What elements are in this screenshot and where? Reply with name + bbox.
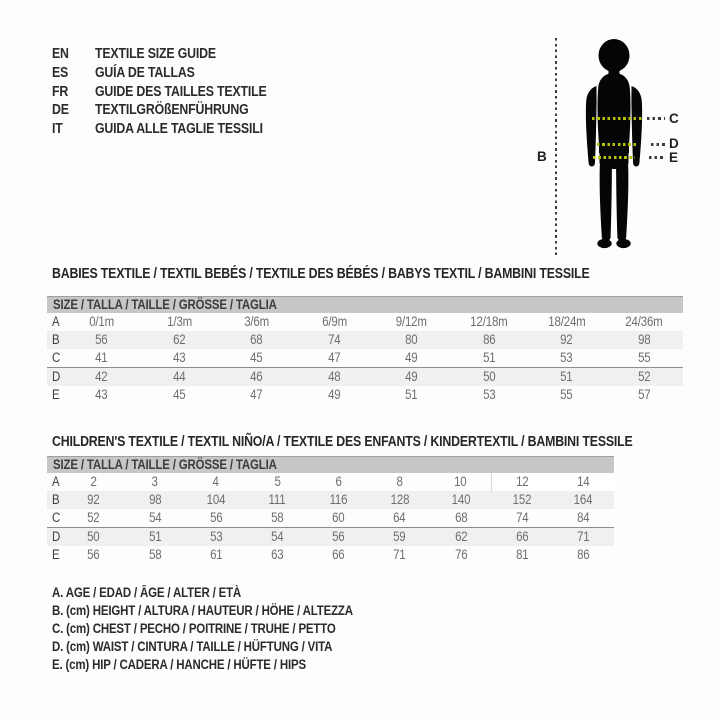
legend-line-waist: D. (cm) WAIST / CINTURA / TAILLE / HÜFTUNG / VITA <box>52 639 333 654</box>
value-cell: 44 <box>141 368 219 387</box>
value-cell: 45 <box>250 350 263 365</box>
value-cell: 42 <box>63 368 141 387</box>
language-title: TEXTILGRÖßENFÜHRUNG <box>95 102 249 119</box>
language-code: EN <box>52 46 69 62</box>
value-cell: 81 <box>515 547 529 562</box>
value-cell: 98 <box>148 492 162 507</box>
value-cell: 47 <box>328 350 341 365</box>
value-cell: 10 <box>454 474 467 489</box>
row-label-cell: A <box>52 474 60 489</box>
value-cell: 49 <box>405 350 418 365</box>
value-cell: 53 <box>483 387 496 402</box>
value-cell: 47 <box>250 387 263 402</box>
value-cell: 68 <box>250 332 263 347</box>
language-row-it <box>52 120 297 139</box>
value-cell: 64 <box>393 510 406 525</box>
value-cell: 71 <box>393 547 406 562</box>
value-cell: 68 <box>454 510 468 525</box>
value-cell: 59 <box>369 528 430 547</box>
value-cell: 104 <box>206 492 226 507</box>
height-measure-dashed-line <box>555 38 557 258</box>
value-cell: 58 <box>148 547 162 562</box>
measure-label-e: E <box>669 150 679 165</box>
value-cell: 55 <box>560 387 573 402</box>
language-row-fr <box>52 83 297 102</box>
value-cell: 84 <box>577 510 590 525</box>
value-cell: 56 <box>95 332 108 347</box>
value-cell: 164 <box>574 492 593 507</box>
language-code: IT <box>52 121 63 138</box>
value-cell: 24/36m <box>625 314 663 329</box>
table-row-c <box>47 349 683 368</box>
legend-line-chest: C. (cm) CHEST / PECHO / POITRINE / TRUHE / PETTO <box>52 621 336 636</box>
value-cell: 56 <box>209 510 223 525</box>
children-size-table <box>47 456 614 564</box>
value-cell: 140 <box>451 492 471 507</box>
language-title: TEXTILE SIZE GUIDE <box>95 46 216 62</box>
children-table <box>47 473 614 564</box>
value-cell: 52 <box>87 510 100 525</box>
value-cell: 55 <box>638 350 651 365</box>
value-cell: 3/6m <box>244 314 270 329</box>
value-cell: 49 <box>328 387 341 402</box>
value-cell: 57 <box>638 387 651 402</box>
measure-label-d: D <box>669 136 679 151</box>
value-cell: 8 <box>396 474 403 489</box>
hip-measure-leader-line <box>649 156 666 159</box>
row-label-cell: B <box>52 332 60 347</box>
value-cell: 6 <box>335 474 342 489</box>
value-cell: 80 <box>405 332 418 347</box>
value-cell: 48 <box>296 368 374 387</box>
legend-line-height: B. (cm) HEIGHT / ALTURA / HAUTEUR / HÖHE / ALTEZZA <box>52 603 353 618</box>
waist-measure-leader-line <box>651 143 666 146</box>
language-title: GUIDE DES TAILLES TEXTILE <box>95 83 267 100</box>
value-cell: 60 <box>332 510 345 525</box>
value-cell: 66 <box>492 528 553 547</box>
value-cell: 5 <box>274 474 281 489</box>
row-label-cell: C <box>52 510 61 525</box>
value-cell: 128 <box>390 492 410 507</box>
value-cell: 14 <box>553 473 614 491</box>
children-table-header-bar: SIZE / TALLA / TAILLE / GRÖSSE / TAGLIA <box>47 456 614 473</box>
measure-label-c: C <box>669 111 679 126</box>
value-cell: 52 <box>606 368 684 387</box>
table-row-c <box>47 509 614 528</box>
value-cell: 71 <box>553 528 614 547</box>
table-row-e <box>47 386 683 404</box>
waist-measure-accent-line <box>597 143 637 146</box>
value-cell: 76 <box>454 547 468 562</box>
language-row-es <box>52 64 297 83</box>
value-cell: 41 <box>95 350 108 365</box>
value-cell: 98 <box>638 332 651 347</box>
hip-measure-accent-line <box>593 156 635 159</box>
value-cell: 0/1m <box>89 314 115 329</box>
language-row-en <box>52 45 297 64</box>
babies-table <box>47 313 683 404</box>
value-cell: 3 <box>151 474 158 489</box>
value-cell: 18/24m <box>548 314 586 329</box>
language-row-de <box>52 101 297 120</box>
language-list <box>52 45 297 139</box>
value-cell: 12 <box>492 473 553 491</box>
value-cell: 12/18m <box>470 314 508 329</box>
row-label-cell: D <box>47 368 63 387</box>
value-cell: 62 <box>430 528 491 547</box>
chest-measure-leader-line <box>647 117 665 120</box>
value-cell: 92 <box>87 492 100 507</box>
value-cell: 45 <box>173 387 186 402</box>
value-cell: 43 <box>95 387 108 402</box>
row-label-cell: A <box>52 314 60 329</box>
value-cell: 50 <box>451 368 529 387</box>
measurement-legend <box>52 584 406 674</box>
value-cell: 58 <box>271 510 284 525</box>
value-cell: 86 <box>483 332 496 347</box>
table-row-d <box>47 528 614 547</box>
value-cell: 152 <box>512 492 532 507</box>
row-label-cell: D <box>47 528 63 547</box>
value-cell: 54 <box>247 528 308 547</box>
babies-table-header-bar: SIZE / TALLA / TAILLE / GRÖSSE / TAGLIA <box>47 296 683 313</box>
value-cell: 54 <box>148 510 162 525</box>
value-cell: 51 <box>405 387 418 402</box>
value-cell: 63 <box>271 547 284 562</box>
language-title: GUÍA DE TALLAS <box>95 64 195 81</box>
value-cell: 116 <box>329 492 348 507</box>
legend-line-hip: E. (cm) HIP / CADERA / HANCHE / HÜFTE / HIPS <box>52 657 306 672</box>
table-row-a <box>47 473 614 491</box>
language-code: FR <box>52 83 69 100</box>
children-section-title: CHILDREN'S TEXTILE / TEXTIL NIÑO/A / TEXTILE DES ENFANTS / KINDERTEXTIL / BAMBINI TESSILE <box>52 434 633 450</box>
value-cell: 61 <box>209 547 223 562</box>
value-cell: 46 <box>218 368 296 387</box>
row-label-cell: E <box>52 547 60 562</box>
measure-label-b: B <box>537 149 547 164</box>
value-cell: 49 <box>373 368 451 387</box>
value-cell: 51 <box>124 528 185 547</box>
chest-measure-accent-line <box>592 117 642 120</box>
legend-line-age: A. AGE / EDAD / ÂGE / ALTER / ETÀ <box>52 585 242 600</box>
table-row-a <box>47 313 683 331</box>
value-cell: 1/3m <box>166 314 192 329</box>
row-label-cell: E <box>52 387 60 402</box>
value-cell: 9/12m <box>396 314 428 329</box>
value-cell: 74 <box>328 332 341 347</box>
value-cell: 51 <box>483 350 496 365</box>
value-cell: 56 <box>87 547 100 562</box>
language-title: GUIDA ALLE TAGLIE TESSILI <box>95 121 263 138</box>
value-cell: 50 <box>63 528 124 547</box>
value-cell: 53 <box>560 350 573 365</box>
value-cell: 62 <box>173 332 186 347</box>
row-label-cell: B <box>52 492 60 507</box>
value-cell: 56 <box>308 528 369 547</box>
value-cell: 86 <box>577 547 590 562</box>
table-row-b <box>47 331 683 349</box>
table-row-d <box>47 368 683 387</box>
value-cell: 111 <box>268 492 286 507</box>
value-cell: 51 <box>528 368 606 387</box>
language-code: DE <box>52 102 69 119</box>
value-cell: 6/9m <box>321 314 347 329</box>
value-cell: 2 <box>90 474 97 489</box>
table-row-e <box>47 546 614 564</box>
value-cell: 66 <box>332 547 345 562</box>
value-cell: 53 <box>185 528 246 547</box>
value-cell: 43 <box>173 350 186 365</box>
table-row-b <box>47 491 614 509</box>
row-label-cell: C <box>52 350 61 365</box>
language-code: ES <box>52 64 69 81</box>
value-cell: 92 <box>560 332 573 347</box>
value-cell: 4 <box>212 474 220 489</box>
babies-size-table <box>47 296 683 404</box>
babies-section-title: BABIES TEXTILE / TEXTIL BEBÉS / TEXTILE DES BÉBÉS / BABYS TEXTIL / BAMBINI TESSILE <box>52 266 590 282</box>
value-cell: 74 <box>515 510 529 525</box>
